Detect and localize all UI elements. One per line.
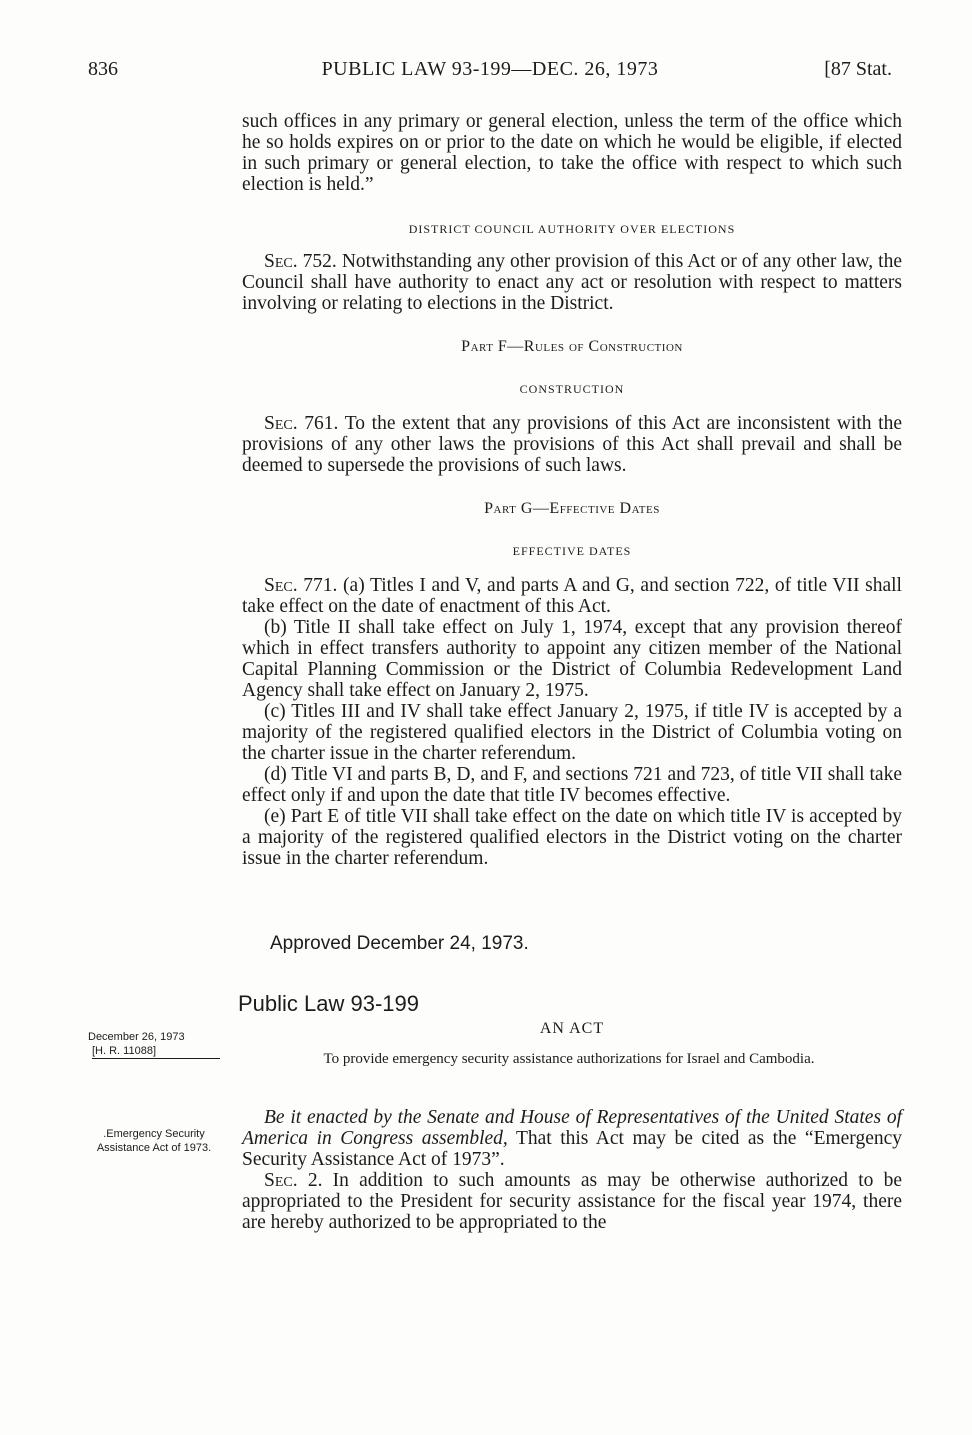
section-771-c: (c) Titles III and IV shall take effect January 2, 1975, if title IV is accepted by a majority of the registered qualified electors in the District of Columbia voting on the charter issue in the charter referendum.: [242, 701, 902, 764]
section-761: [242, 413, 902, 476]
approval-date: Approved December 24, 1973.: [270, 933, 529, 954]
section-heading-district-council: DISTRICT COUNCIL AUTHORITY OVER ELECTIONS: [408, 222, 736, 236]
section-2-text: In addition to such amounts as may be otherwise authorized to be appropriated to the President for security assistance for the fiscal year 1974, there are hereby authorized to be appropriated to the: [242, 1170, 902, 1233]
enacting-clause-text: That this Act may be cited as the “Emergency Security Assistance Act of 1973”.: [242, 1128, 903, 1170]
public-law-title: Public Law 93-199: [238, 991, 420, 1016]
margin-enactment-date: [88, 1030, 228, 1059]
section-2: [242, 1170, 902, 1233]
margin-bill-number: [H. R. 11088]: [92, 1044, 220, 1059]
section-752: [242, 251, 902, 314]
section-771-d: (d) Title VI and parts B, D, and F, and sections 721 and 723, of title VII shall take effect only if and upon the date that title IV becomes effective.: [242, 764, 902, 806]
enacting-clause: [242, 1107, 902, 1170]
section-2-label: Sec. 2.: [264, 1170, 323, 1191]
continued-paragraph: such offices in any primary or general election, unless the term of the office which he so holds expires on or prior to the date on which he would be eligible, if elected in such primary or general election, to take the office with respect to which such election is held.”: [242, 111, 902, 195]
margin-short-title: .Emergency Security Assistance Act of 1973.: [96, 1128, 212, 1154]
enacting-clause-italic: Be it enacted by the Senate and House of Representatives of the United States of America in Congress assembled,: [242, 1107, 902, 1149]
section-771: [242, 575, 902, 869]
act-purpose: To provide emergency security assistance authorizations for Israel and Cambodia.: [323, 1051, 815, 1067]
section-771-a: [242, 575, 902, 617]
an-act-heading: AN ACT: [539, 1020, 605, 1037]
part-f-heading: Part F—Rules of Construction: [461, 338, 683, 355]
page-number: 836: [88, 58, 118, 80]
statute-reference: [87 Stat.: [824, 58, 892, 80]
section-771-a-text: (a) Titles I and V, and parts A and G, and section 722, of title VII shall take effect on the date of enactment of this Act.: [242, 575, 902, 617]
section-heading-effective-dates: EFFECTIVE DATES: [512, 544, 632, 558]
section-771-e: (e) Part E of title VII shall take effect on the date on which title IV is accepted by a majority of the registered qualified electors in the District voting on the charter issue in the charter referendum.: [242, 806, 902, 869]
section-771-label: Sec. 771.: [264, 575, 338, 596]
part-g-heading: Part G—Effective Dates: [484, 500, 660, 517]
section-761-label: Sec. 761.: [264, 413, 339, 434]
section-752-text: Notwithstanding any other provision of this Act or of any other law, the Council shall have authority to enact any act or resolution with respect to matters involving or relating to elections in the District.: [242, 251, 902, 314]
section-752-label: Sec. 752.: [264, 251, 337, 272]
margin-date: December 26, 1973: [88, 1031, 185, 1043]
section-771-b: (b) Title II shall take effect on July 1, 1974, except that any provision thereof which in effect transfers authority to appoint any citizen member of the National Capital Planning Commission or the District of Columbia Redevelopment Land Agency shall take effect on January 2, 1975.: [242, 617, 902, 701]
section-heading-construction: CONSTRUCTION: [519, 382, 625, 396]
page-header: [88, 58, 892, 88]
section-761-text: To the extent that any provisions of this Act are inconsistent with the provisions of any other laws the provisions of this Act shall prevail and shall be deemed to supersede the provisions of such laws.: [242, 413, 902, 476]
running-title: PUBLIC LAW 93-199—DEC. 26, 1973: [321, 58, 659, 80]
act-body: [242, 1107, 902, 1233]
